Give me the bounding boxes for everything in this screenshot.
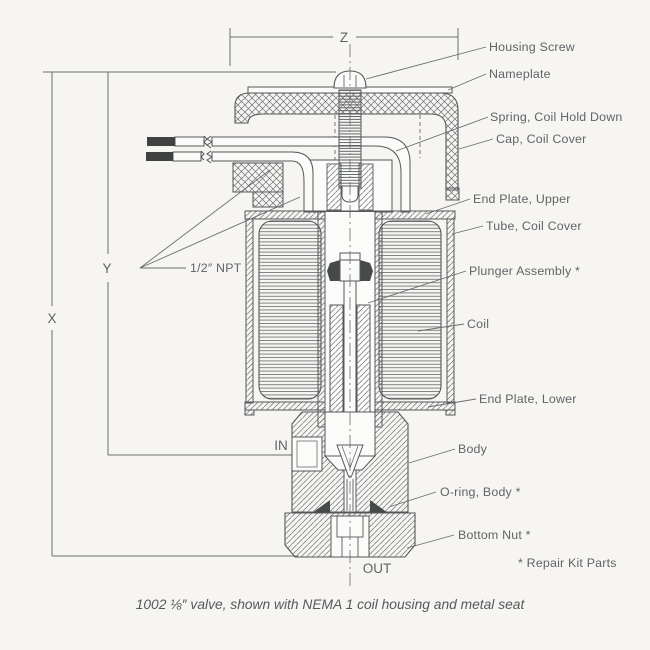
label-port-out: OUT	[362, 561, 392, 576]
label-port-in: IN	[274, 438, 288, 453]
label-body: Body	[458, 442, 488, 456]
label-dim-x: X	[47, 311, 57, 326]
label-repair-kit-note: * Repair Kit Parts	[518, 556, 617, 570]
label-nameplate: Nameplate	[489, 67, 551, 81]
label-end-plate-upper: End Plate, Upper	[473, 192, 571, 206]
label-coil: Coil	[467, 317, 490, 331]
conduit-hub-part	[233, 163, 283, 207]
label-npt: 1/2″ NPT	[190, 261, 242, 275]
label-oring: O-ring, Body *	[440, 485, 521, 499]
label-plunger: Plunger Assembly *	[469, 264, 581, 278]
label-bottom-nut: Bottom Nut *	[458, 528, 531, 542]
label-tube: Tube, Coil Cover	[486, 219, 582, 233]
label-dim-z: Z	[339, 30, 349, 45]
inlet-port	[292, 437, 322, 471]
label-spring: Spring, Coil Hold Down	[490, 110, 623, 124]
label-dim-y: Y	[102, 261, 112, 276]
figure-caption: 1002 ⅛″ valve, shown with NEMA 1 coil housing and metal seat	[135, 597, 525, 612]
label-cap: Cap, Coil Cover	[496, 132, 587, 146]
label-housing-screw: Housing Screw	[489, 40, 575, 54]
wire-tip	[146, 152, 173, 161]
label-end-plate-lower: End Plate, Lower	[479, 392, 577, 406]
wire-tip	[147, 137, 175, 146]
